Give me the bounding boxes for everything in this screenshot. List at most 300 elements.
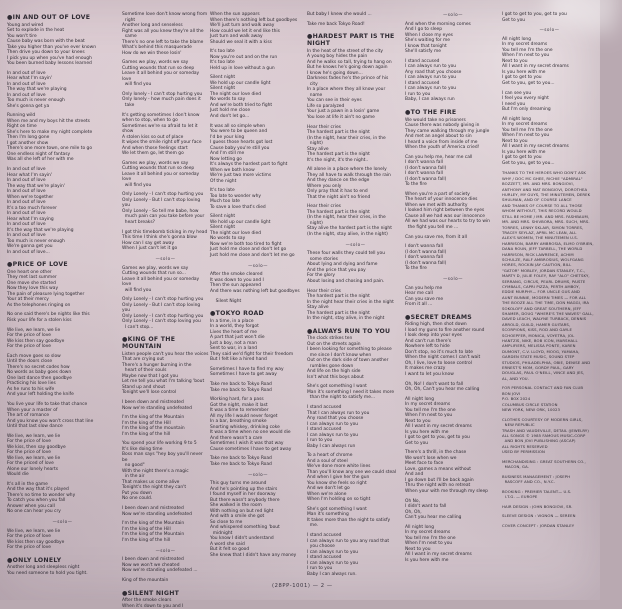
lyric-line: When I'm next to you (502, 133, 550, 139)
credit-line: SERRANG, CIRCUS, PEARL DRUMS, PAISTE (502, 278, 586, 284)
lyric-line: Take me back Tokyo Road! (307, 21, 365, 27)
lyric-line: Is you here with me (502, 149, 546, 155)
song-title: ●TO THE FIRE (405, 109, 457, 117)
lyric-line: All night long (502, 36, 532, 42)
credit-line: FOR PERSONAL CONTACT AND FAN CLUB (502, 385, 584, 391)
lyrics-column-3 (210, 12, 306, 558)
lyric-line: will find you (122, 82, 152, 88)
lyric-line: (In the night, hear their cries, in the (307, 215, 386, 221)
lyric-line: Sometimes I wish it was that way (210, 441, 284, 447)
lyric-line: I didn't want to fall (405, 504, 447, 510)
lyric-line: I been down and mistreated (122, 400, 184, 406)
lyric-line: There's no time to wonder why (7, 492, 76, 498)
credit-line: THANKS TO THE HEROES WHO DON'T ASK (502, 170, 586, 176)
credit-line: BOZZETT, MR. AND MRS. BONGIOVI, (502, 181, 574, 187)
lyric-line: Is you here with me (405, 557, 449, 563)
credit-line: STUDIOS, PHILADELPHIA, OBIE, DENISE AND (502, 359, 591, 365)
lyric-line: Stand up and shout (122, 384, 166, 390)
lyric-line: Oh, Oh, Can't you hear me calling (405, 387, 480, 393)
credit-line: DANA ROUN, JEFF TARBELL, THE WORLD (502, 246, 583, 252)
lyric-line: When I'm next to you (405, 541, 453, 547)
lyric-line: We live, we learn, we lie (7, 528, 61, 534)
credit-line: "GATOR" MOBLEY, JORDAN STANLEY, T.C., (502, 267, 586, 273)
lyric-line: When we're together (7, 194, 54, 200)
lyric-line: Now we won't we cheated (122, 562, 180, 568)
credit-line: CYMBALS, CAPRI PIZZA, PERTH AMBOY, (502, 283, 580, 289)
lyric-line: the fight you tell me ... (405, 224, 459, 230)
solo-separator: —solo— (52, 519, 73, 525)
lyric-line: All I want in my secret dreams (405, 424, 472, 430)
lyric-line: Got the night, make it last (210, 402, 268, 408)
lyric-line: We're just two more victims (210, 173, 272, 179)
lyric-line: I been looking for something to please (307, 347, 392, 353)
lyric-line: Held up in love without a gun (210, 65, 275, 71)
credit-line: MR. AND MRS. SHIVBORA, MRS. SUCH, MRS. (502, 219, 590, 225)
lyric-line: When I'm holding on so tight (307, 497, 371, 503)
lyric-line: I don't wanna fall (405, 244, 443, 250)
lyric-line: They said we'd fight for their freedom (210, 351, 294, 357)
lyric-line: Stay alive (307, 146, 329, 152)
lyric-line: Now we're standing undefeated ... (122, 568, 198, 574)
lyric-line: Just a boy, not a man (210, 340, 257, 346)
lyric-line: It was a time when no one would die (210, 430, 291, 436)
lyric-line: Set to explode in the heat (7, 28, 65, 33)
lyrics-column-1 (7, 12, 118, 576)
lyric-line: Darkness fades he's the prince of his (307, 76, 389, 82)
lyric-line: When I close my eyes (405, 32, 453, 38)
credit-line: COVER CONCEPT : JORDAN STANLEY (502, 522, 575, 528)
lyric-line: A part that just won't die (210, 335, 265, 341)
credit-line: RASCOFF AND CO., N.Y.C. (502, 479, 555, 485)
lyric-line: In my secret dreams (405, 402, 451, 408)
lyric-line: In the night, stay alive, in the night (307, 316, 385, 321)
lyric-line: Another long and sleepless night (7, 565, 80, 571)
lyric-line: And when those feelings start (122, 145, 188, 151)
lyric-line: (In the night, hear their cries, in the (307, 135, 386, 141)
solo-separator: —solo— (345, 241, 366, 247)
lyric-line: I don't wanna fall (405, 160, 443, 166)
lyric-line: It was all so simple when (210, 123, 266, 129)
lyric-line: Until that last slow dance (7, 424, 63, 429)
lyric-line: As the telephones ringing on (7, 302, 71, 308)
lyric-line: than the night to satisfy me... (307, 395, 376, 401)
lyric-line: I'm the king of the mountain (122, 426, 185, 432)
lyric-line: Baby, I can always run (405, 97, 455, 103)
song-title: ●SECRET DREAMS (405, 313, 473, 321)
lyric-line: All I want in my secret dreams (405, 552, 472, 558)
lyric-line: Games we play, words we say (122, 60, 189, 66)
lyric-line: Too much is never enough (7, 98, 65, 104)
lyric-line: When the youth of America cried! (405, 145, 480, 151)
credit-line: HARRISON, RICK LAWRENCE, ACHIM (502, 251, 574, 257)
stanza-gap (405, 103, 501, 107)
lyric-line: Any road that you choose (405, 69, 462, 75)
lyric-line: Hear their cries (307, 124, 341, 130)
lyric-line: You can see in their eyes (307, 98, 362, 104)
lyric-line: Oh, I live, love to loose control (405, 360, 472, 366)
lyric-line: I been down and mistreated (122, 506, 184, 512)
credit-line: DOUGLAS, PAUL O'NEILL, VINCE AND JES, (502, 370, 585, 376)
lyric-line: I stand accused (307, 405, 342, 411)
lyric-line: Hear what I'm sayin' (7, 76, 53, 82)
lyric-line: I stand accused (405, 80, 440, 86)
credit-line: AL, AND YOU. (502, 375, 529, 381)
credit-line: MARTY D, JULIE FOLEY, RAY "ALO" CHETSKY, (502, 273, 590, 279)
credit-line: STILL BE HOME / MR. AND MRS. FASHBAUM, (502, 213, 590, 219)
lyric-line: Get to you, get to you... (502, 160, 555, 166)
lyric-line: There's a hunger burning in the (122, 362, 192, 368)
lyric-line: We live, we learn, we lie (7, 433, 61, 439)
credit-line: CLOTHES COURTESY OF MODERN GIRLS, (502, 416, 583, 422)
credit-line: THE BOOZE ALL THE TIME, DON MAGGI, IRA (502, 300, 590, 306)
lyric-line: And whispered something 'bout (210, 525, 280, 531)
lyric-line: You been burned baby lessons learned (7, 61, 92, 66)
lyric-line: The night our love died (210, 91, 262, 97)
lyric-line: Next to you (405, 546, 431, 552)
song-title: ●PRICE OF LOVE (7, 261, 68, 269)
lyric-line: And a soul of steel (307, 458, 348, 464)
lyric-line: Now we're standing undefeated (122, 405, 192, 411)
lyric-line: Tonight we'll lose control (122, 390, 177, 396)
lyric-line: I stand accused (307, 533, 342, 539)
lyric-line: She's gonna get ya (7, 103, 50, 109)
lyric-line: Get to you (405, 440, 429, 446)
credit-line: SLEEVE DESIGN : VIGNON — SEREEN (502, 513, 576, 519)
stanza-gap (307, 27, 404, 31)
lyric-line: The heart of your innocence dies (405, 197, 478, 203)
lyric-line: When there's nothing left but goodbyes (210, 17, 298, 23)
lyric-line: In and out of love (7, 233, 46, 239)
lyric-line: We live, we learn, we lie (7, 455, 61, 461)
lyric-line: Sometimes I have to get away (210, 372, 277, 378)
credit-line: COLUMBUS CIRCLE STATION (502, 401, 558, 407)
lyric-line: And met an angel about to sin (405, 134, 472, 140)
lyric-line: It's like doing time (122, 446, 163, 452)
lyric-line: About lying and dying and fame (307, 262, 378, 268)
lyric-line: I pick you up when you've had enough (7, 55, 92, 61)
credit-line: TRACEY SEYLAZ, APRIL MC LEAN, ALL (502, 229, 577, 235)
lyric-line: Sent to war, in a land (210, 346, 258, 352)
lyric-line: (I don't wanna fall) (405, 260, 447, 266)
credit-line: ALL RIGHTS RESERVED (502, 443, 548, 449)
lyric-line: To save a love that's died (210, 204, 266, 210)
lyric-line: For the price of love (7, 333, 52, 339)
lyric-line: You know she feels so right (307, 480, 367, 486)
lyric-line: In a place where they all know your (307, 87, 386, 93)
lyric-line: Can you help me, hear me call (405, 154, 473, 160)
song-title: ●HARDEST PART IS THE NIGHT (307, 33, 397, 48)
credit-line: NEW REPUBLIC (502, 422, 535, 428)
lyric-line: No one can hear you cry (7, 509, 61, 515)
lyric-line: Games we play, words we say (122, 160, 189, 166)
lyric-line: Your at their mercy (7, 297, 49, 303)
lyric-line: In and out of love (7, 178, 46, 184)
lyric-line: How can I say get away (122, 240, 175, 246)
lyric-line: Only Lonely - But I can't stop loving you (122, 197, 202, 209)
credit-line: SCHULZE, RALF AMBROSIUS, WOLFGANG (502, 256, 584, 262)
lyric-line: Right on time (7, 124, 37, 130)
lyric-line: And and (405, 472, 424, 478)
lyric-line: Out on the dark side of town another (307, 358, 389, 364)
lyric-line: In my secret dreams (502, 122, 548, 128)
lyric-line: take (122, 102, 135, 108)
lyric-line: When the sun appears (210, 12, 260, 17)
lyric-line: When we both know (210, 167, 255, 173)
lyric-line: Silent night (210, 75, 236, 81)
lyric-line: I'd be your king (210, 134, 245, 140)
lyric-line: Is you here with me (502, 69, 546, 75)
lyric-line: There's a thrill, in the chase (405, 450, 467, 456)
lyric-line: Nowhere left to hide (405, 344, 450, 350)
lyric-line: We kiss then say goodbye (7, 539, 65, 545)
lyric-line: A word she said (210, 541, 245, 547)
lyric-line: To the fire (405, 182, 427, 188)
lyric-line: Hear their cries (307, 204, 341, 210)
lyric-line: Only pray that it has to end (307, 189, 368, 195)
lyric-line: Cause baby you're still you (210, 145, 270, 151)
lyric-line: Until the doors close (7, 359, 53, 365)
lyric-line: This guy turns me around (210, 481, 267, 487)
lyric-line: I want to let you know (405, 371, 454, 377)
lyric-line: It's a too much forever (7, 205, 57, 211)
lyric-line: Where you only (307, 183, 342, 189)
lyric-line: (I don't wanna fall) (405, 176, 447, 182)
lyric-line: And when I give her the gun (307, 475, 370, 481)
lyric-line: city (307, 81, 318, 87)
lyric-line: You lose at life it ain't no game (307, 114, 375, 120)
stanza-gap (122, 583, 209, 587)
lyric-line: She's here to make my night complete (7, 129, 93, 135)
lyric-line: I got to get to you (502, 155, 542, 161)
lyric-line: Man it's something (307, 512, 349, 518)
lyric-line: No words to say (210, 97, 246, 103)
lyric-line: For the price of love (7, 545, 52, 551)
lyric-line: No words as baby goes down (7, 370, 72, 376)
lyric-line: For the priced of love (7, 461, 54, 467)
lyric-line: Only lonely - how much pain does it (122, 97, 201, 103)
lyric-line: Take you higher than you've ever known (7, 44, 96, 50)
lyric-line: When your a master of (7, 407, 58, 413)
lyric-line: Then the sun appeared (210, 283, 262, 289)
lyric-line: Only lonely - I can't stop hurting you (122, 91, 203, 97)
lyric-line: Leave it all behind you or someday love (122, 171, 201, 183)
lyric-line: Too late to wonder why (210, 193, 261, 199)
lyric-line: Meet face to face (405, 461, 444, 467)
credit-line: P.O. BOX 2024 (502, 396, 531, 402)
lyric-line: Then drive you down to your knees (7, 50, 85, 55)
lyric-line: These four walls they could tell you (307, 251, 385, 257)
credit-line: I.T.G. — EUROPE (502, 494, 538, 500)
lyric-line: Now letting go (210, 156, 242, 162)
lyric-line: Riding high, then shot down (405, 322, 467, 328)
lyric-line: For the price of love (7, 344, 52, 350)
lyric-line: Silent night (210, 225, 236, 231)
lyric-line: Silent Night (210, 298, 242, 304)
lyric-line: There's no secret codes how (7, 364, 70, 370)
lyric-line: I'm the king of the Hill (122, 526, 171, 532)
song-title: ●ALWAYS RUN TO YOU (307, 327, 391, 335)
lyric-line: And I'm still me (210, 151, 245, 157)
lyric-line: Snorting whiskey, drinking coke (210, 424, 280, 430)
lyric-line: We would take no prisoners (405, 117, 466, 123)
lyric-line: In and out of love (7, 81, 46, 87)
lyric-line: A young boy hides the pain (307, 54, 368, 60)
lyric-line: Cause all we had was our innocence (405, 213, 485, 219)
lyric-line: So close to me (210, 519, 243, 525)
lyric-line: Then I'm long gone (7, 135, 50, 141)
solo-separator: —solo— (539, 27, 560, 33)
lyric-line: A stolen kiss so out of place (122, 134, 184, 140)
lyric-line: Cutting wounds that run so deep (122, 65, 195, 71)
solo-separator: —solo— (248, 262, 268, 268)
lyric-line: About losing and chosing and pain. (307, 278, 385, 284)
lyric-line: Take me back to Tokyo Road (210, 456, 272, 462)
lyric-line: Fight was all you knew they're all the (122, 28, 204, 34)
lyric-line: Cause there was nobody giving in (405, 123, 480, 129)
lyric-line: For the price of love (7, 450, 52, 456)
lyric-line: We kiss then say goodbye (7, 338, 65, 344)
lyric-line: heart of their souls (122, 368, 167, 374)
lyric-line: Maybe now that I got you (122, 373, 179, 379)
lyric-line: She'll satisfy me (405, 49, 441, 55)
lyric-line: Should we seal it with a kiss (210, 39, 272, 45)
lyric-line: That are crying out (122, 357, 164, 363)
song-title: ●IN AND OUT OF LOVE (7, 14, 91, 21)
lyric-line: Games we play, words we say (122, 265, 189, 271)
lyric-line: Only Lonely - So tell me babe, how (122, 208, 199, 214)
lyric-line: heart breaks? (122, 219, 155, 225)
lyric-line: You tell me I'm the one (502, 127, 553, 133)
credit-line: HORES, ROCKIN JAY CAUTION, BILL (502, 262, 572, 268)
song-title: ●KING OF THE MOUNTAIN (122, 336, 178, 351)
lyric-line: In a world, they forgot (210, 324, 259, 330)
lyric-line: Answer when you call (7, 503, 55, 509)
lyric-line: She's got something I want (307, 506, 367, 512)
lyric-line: One last dance then goodbye (7, 375, 72, 381)
lyric-line: Take me back to Tokyo Road (210, 461, 272, 467)
lyric-line: I know he's going down... (307, 70, 363, 76)
credit-line: MERCHANDISING : GREAT SOUTHERN CO., (502, 458, 586, 464)
lyric-line: We let them go, let them go (122, 151, 184, 157)
lyric-line: But there wasn't anybody there (210, 497, 280, 503)
lyric-line: It's the night, it's the night.. (307, 157, 369, 163)
lyric-line: Tonight's the night they can't (122, 485, 187, 491)
lyric-line: When me and my boys hit the streets (7, 118, 90, 124)
lyric-line: I guess those hearts got lost (210, 140, 273, 146)
lyric-line: In and out of love (7, 222, 46, 228)
lyric-line: Can you save me, from it all (405, 234, 467, 240)
lyric-line: It's too late (210, 188, 235, 194)
lyric-line: As he runs to his wife (7, 386, 55, 392)
lyric-line: I can always run to you any road that (307, 538, 390, 544)
solo-separator: —solo— (443, 276, 463, 281)
lyric-line: Risk your life for a stolen kiss (7, 317, 72, 323)
lyric-line: All alone in a place where the lonely (307, 167, 387, 173)
lyric-line: When it's down to you and I (122, 603, 184, 609)
credit-line: SHULMAN, AND OF COURSE LANCE (502, 197, 572, 203)
lyric-line: I can always run to you (307, 432, 359, 438)
lyric-line: For the price of love (7, 534, 52, 540)
lyric-line: Thru the night with no retreat (405, 483, 471, 489)
lyric-line: But I'm only dreaming (502, 107, 551, 113)
lyric-line: I know that tonight (405, 43, 447, 49)
lyric-line: We'll just turn and walk away (210, 23, 275, 28)
lyric-line: And there wasn't a care (210, 435, 263, 441)
lyrics-column-5 (405, 12, 501, 563)
lyric-line: night) (307, 141, 323, 147)
lyric-line: I go down but I'll be back again (405, 477, 474, 483)
lyric-line: You need someone to hold you tight. (7, 570, 88, 576)
lyric-line: The pain of pleasure lying together (7, 291, 85, 297)
lyric-line: I looked him right between the eyes (405, 208, 485, 214)
lyric-line: Lives the heart of me (210, 329, 257, 335)
lyric-line: Next to you (405, 418, 431, 424)
lyrics-column-6 (502, 12, 597, 528)
lyric-line: We hold up our candle light (210, 80, 271, 86)
lyric-line: And he walks so tall, trying to hang on (307, 59, 392, 65)
lyric-line: Sometimes I have to find my way (210, 366, 284, 372)
lyric-line: Hear what I'm saying (7, 216, 54, 222)
lyric-line: And don't let go... (210, 113, 250, 119)
lyric-line: in the air (122, 474, 145, 480)
lyric-line: The hardest part is the night (307, 310, 370, 316)
lyric-line: We won't lose when we (405, 455, 457, 461)
lyric-line: I can always run to you (405, 64, 457, 70)
stanza-gap (210, 304, 306, 308)
lyric-line: And there was nothing left but goodbyes (210, 288, 300, 294)
solo-separator: —solo— (155, 255, 176, 261)
lyric-line: Next to you (502, 138, 528, 144)
lyric-line: Put you down (122, 490, 152, 496)
lyric-line: Hear me call (405, 291, 433, 297)
lyric-line: Life so paralyzed (307, 103, 345, 109)
lyric-line: But I felt like a hired hand (210, 357, 267, 363)
lyric-line: Baby I can always run. (307, 571, 357, 577)
lyric-line: But he knows he's going down again (307, 65, 388, 71)
lyric-line: In a time, in a place (210, 318, 254, 324)
lyric-line: I'm the king of the Mountain (122, 415, 185, 421)
lyric-line: With nothing on but red light (210, 508, 274, 514)
credit-line: WHOM WITHOUT, THIS RECORD WOULD (502, 208, 582, 214)
lyric-line: I heard a voice from inside of me (405, 139, 478, 145)
lyric-line: The night our love died (210, 230, 262, 236)
lyric-line: We're gonna get you (7, 244, 53, 250)
lyric-line: Listen people can't you hear the voices (122, 351, 209, 357)
lyric-line: Love, games a means without (405, 466, 472, 472)
lyric-line: Stay alive the hardest part is the night (307, 226, 392, 232)
lyric-line: I can always run to you (307, 421, 359, 427)
lyric-line: Is you here with me (405, 429, 449, 435)
stanza-gap (307, 322, 404, 326)
lyric-line: Sometimes we're so afraid to let it show (122, 123, 200, 135)
lyric-line: All I want in my secret dreams (502, 64, 569, 70)
credit-line: MACON, GA. (502, 464, 530, 470)
stanza-gap (7, 551, 118, 555)
lyric-line: will find you (122, 287, 152, 293)
lyric-line: Take me back to Tokyo Road (210, 387, 272, 393)
lyric-line: In my secret dreams (502, 42, 548, 48)
lyric-line: Just hold me close and don't let go (210, 247, 287, 253)
credit-line: HARRISON, BARRY AMBROSIA, ELMO O'BRIEN, (502, 240, 594, 246)
credit-line: WHY / DOC MC GHEE, RICHIE "ADMIRAL" (502, 175, 583, 181)
lyric-line: Cause baby was born with the beat (7, 39, 85, 44)
lyric-line: All night long (405, 396, 435, 402)
lyric-line: I stand accused (307, 555, 342, 561)
lyric-line: I got to get to you (502, 75, 542, 81)
lyric-line: To a heart of chrome (307, 453, 353, 459)
credit-line: HURLEY, MY GUYS, THE MINUTEMEN, DEREK (502, 192, 591, 198)
lyric-line: But it felt so good (210, 547, 250, 553)
